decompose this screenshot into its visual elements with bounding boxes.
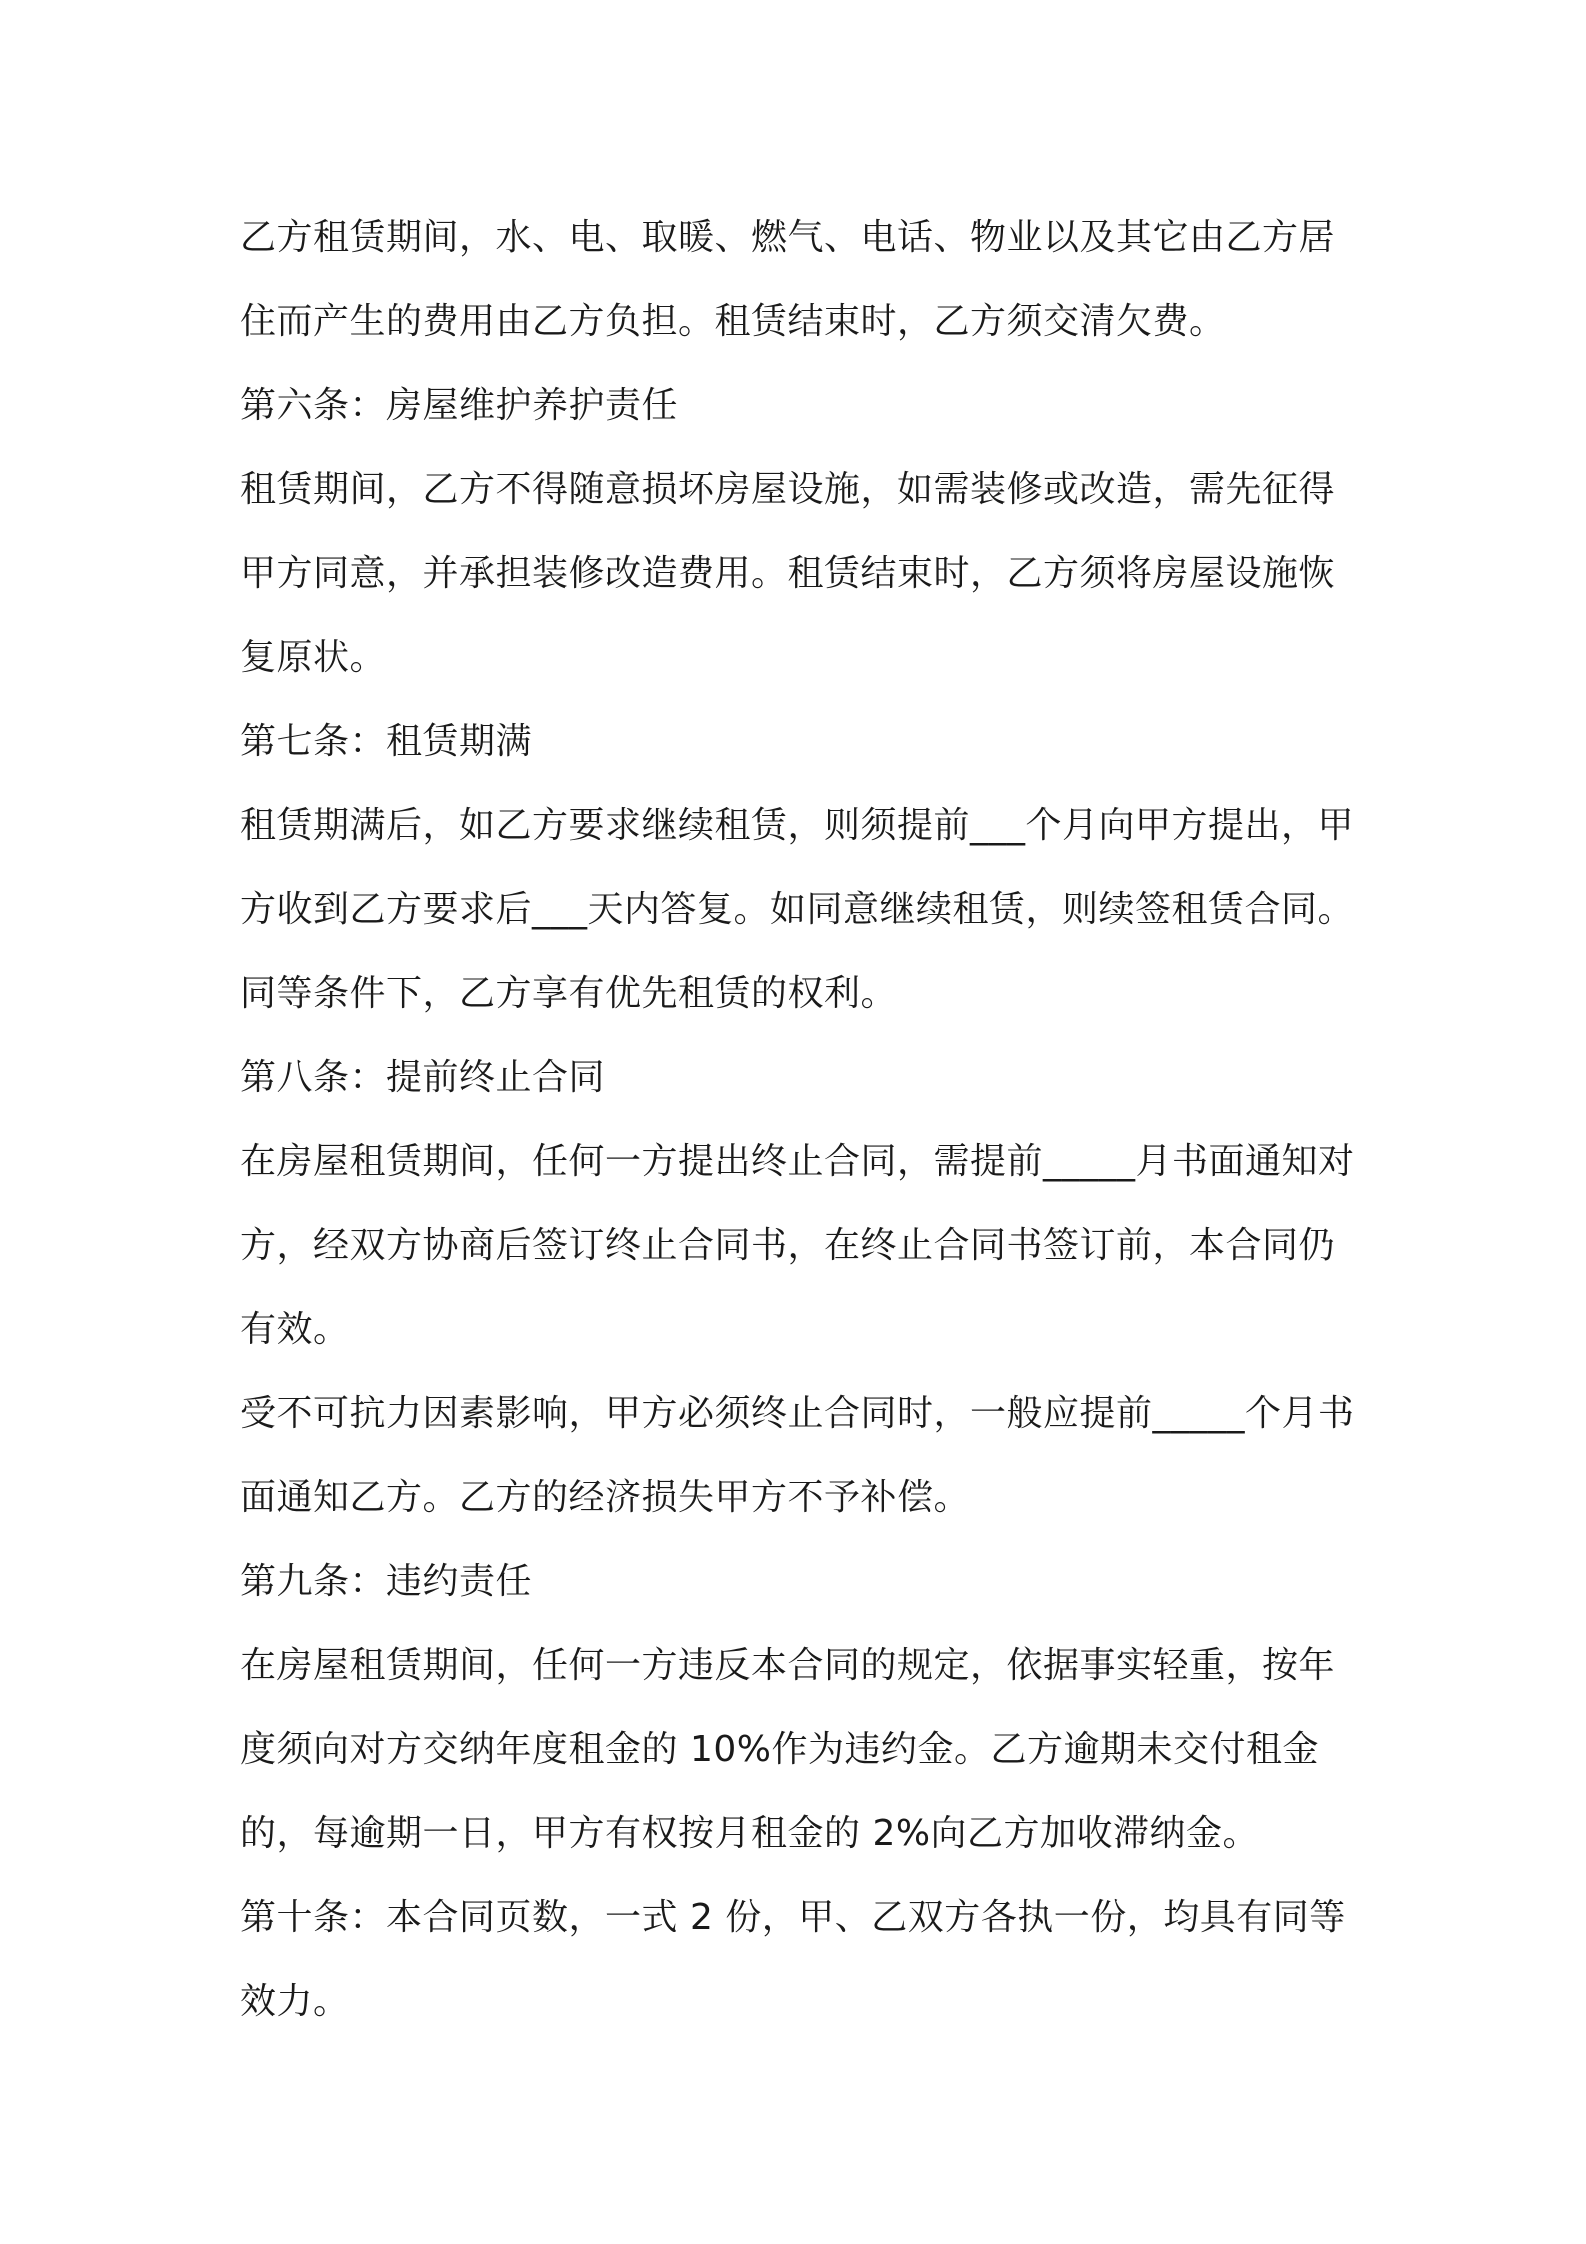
breach-liability-paragraph: 在房屋租赁期间，任何一方违反本合同的规定，依据事实轻重，按年度须向对方交纳年度租金的 10%作为违约金。乙方逾期未交付租金的，每逾期一日，甲方有权按月租金的 2%向乙方加收滞纳金。 xyxy=(240,1645,1336,1854)
lease-expiry-paragraph: 租赁期满后，如乙方要求继续租赁，则须提前___个月向甲方提出，甲方收到乙方要求后___天内答复。如同意继续租赁，则续签租赁合同。同等条件下，乙方享有优先租赁的权利。 xyxy=(240,805,1355,1014)
utilities-clause-paragraph: 乙方租赁期间，水、电、取暖、燃气、电话、物业以及其它由乙方居住而产生的费用由乙方负担。租赁结束时，乙方须交清欠费。 xyxy=(240,217,1336,342)
article-9-heading: 第九条：违约责任 xyxy=(240,1561,533,1602)
maintenance-clause-paragraph: 租赁期间，乙方不得随意损坏房屋设施，如需装修或改造，需先征得甲方同意，并承担装修改造费用。租赁结束时，乙方须将房屋设施恢复原状。 xyxy=(240,469,1336,678)
contract-body xyxy=(240,196,1360,2044)
early-termination-paragraph: 在房屋租赁期间，任何一方提出终止合同，需提前_____月书面通知对方，经双方协商后签订终止合同书，在终止合同书签订前，本合同仍有效。 xyxy=(240,1141,1355,1350)
article-6-heading: 第六条：房屋维护养护责任 xyxy=(240,385,679,426)
article-8-heading: 第八条：提前终止合同 xyxy=(240,1057,606,1098)
article-7-heading: 第七条：租赁期满 xyxy=(240,721,533,762)
article-10-paragraph: 第十条：本合同页数，一式 2 份，甲、乙双方各执一份，均具有同等效力。 xyxy=(240,1897,1346,2022)
force-majeure-paragraph: 受不可抗力因素影响，甲方必须终止合同时，一般应提前_____个月书面通知乙方。乙方的经济损失甲方不予补偿。 xyxy=(240,1393,1355,1518)
